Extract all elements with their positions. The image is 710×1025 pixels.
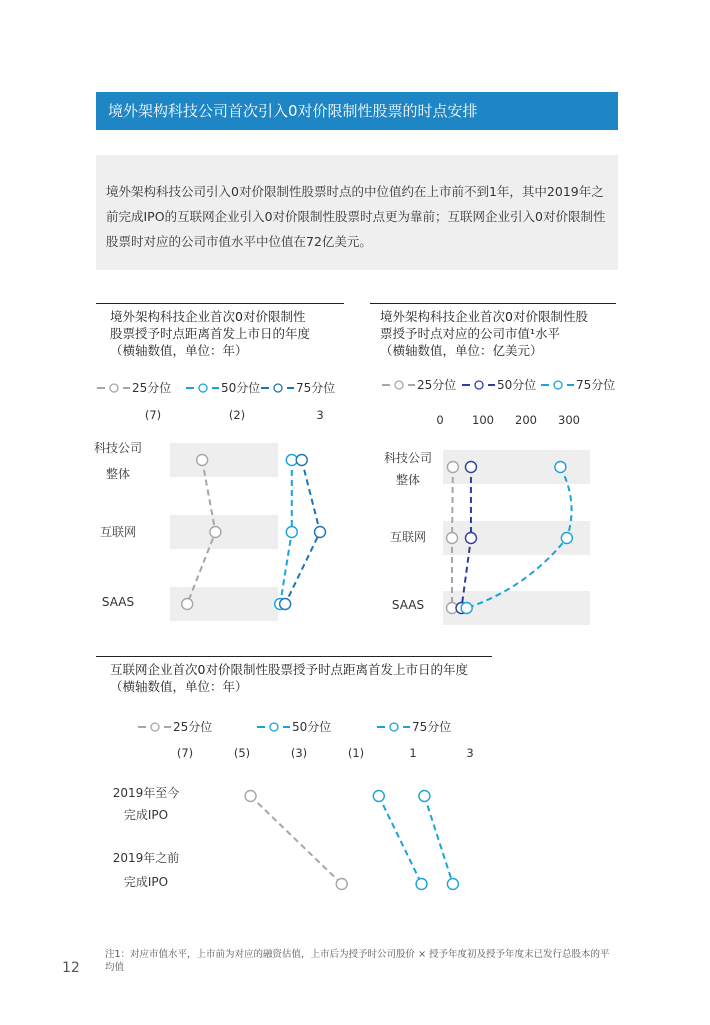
chart2-point-2-2 bbox=[461, 603, 472, 614]
chart3-legend-marker-1 bbox=[270, 723, 278, 731]
chart3-legend-marker-2 bbox=[390, 723, 398, 731]
chart3-tick-label-1: (5) bbox=[233, 746, 251, 760]
chart3-category-label-0-1: 完成IPO bbox=[123, 808, 169, 822]
chart2-title: 境外架构科技企业首次0对价限制性股 票授予时点对应的公司市值¹水平 （横轴数值，单位：亿美元） bbox=[380, 309, 588, 358]
chart1-title: 境外架构科技企业首次0对价限制性 股票授予时点距离首发上市日的年度 （横轴数值，单位：年） bbox=[110, 309, 311, 358]
chart1-legend-label-0: 25分位 bbox=[132, 381, 172, 395]
chart2-tick-label-2: 200 bbox=[515, 413, 537, 427]
chart2-legend-marker-1 bbox=[475, 381, 483, 389]
chart3-series-line-1 bbox=[379, 796, 422, 884]
chart3-point-2-1 bbox=[447, 879, 458, 890]
chart1-category-label-0-1: 整体 bbox=[105, 467, 131, 481]
chart2-tick-label-3: 300 bbox=[558, 413, 580, 427]
chart2-point-0-1 bbox=[447, 533, 458, 544]
chart1-point-0-2 bbox=[182, 599, 193, 610]
chart1-tick-label-1: (2) bbox=[228, 408, 246, 422]
chart1-tick-label-2: 3 bbox=[316, 408, 324, 422]
page-number: 12 bbox=[62, 960, 80, 976]
chart1-row-band-1 bbox=[170, 515, 278, 549]
chart2-legend-marker-2 bbox=[554, 381, 562, 389]
chart1-point-2-2 bbox=[280, 599, 291, 610]
chart2-tick-label-0: 0 bbox=[436, 413, 444, 427]
chart1-point-0-0 bbox=[197, 455, 208, 466]
chart3-category-label-1-0: 2019年之前 bbox=[112, 851, 180, 865]
chart2-point-1-1 bbox=[465, 533, 476, 544]
footnote: 注1：对应市值水平，上市前为对应的融资估值，上市后为授予时公司股价 × 授予年度初及授予年度末已发行总股本的平均值 bbox=[105, 949, 610, 973]
chart3-tick-label-4: 1 bbox=[409, 746, 417, 760]
chart3-tick-label-2: (3) bbox=[290, 746, 308, 760]
chart2-category-label-2-0: SAAS bbox=[391, 598, 425, 612]
chart1-point-2-0 bbox=[296, 455, 307, 466]
chart3-point-0-1 bbox=[336, 879, 347, 890]
chart3-series-line-2 bbox=[424, 796, 453, 884]
chart1-category-label-1-0: 互联网 bbox=[99, 525, 137, 539]
chart1-point-2-1 bbox=[315, 527, 326, 538]
chart2-category-label-0-1: 整体 bbox=[395, 473, 421, 487]
chart1-category-label-0-0: 科技公司 bbox=[93, 441, 143, 455]
section-banner: 境外架构科技公司首次引入0对价限制性股票的时点安排 bbox=[96, 92, 618, 130]
chart3-point-2-0 bbox=[419, 791, 430, 802]
chart2-point-1-0 bbox=[465, 462, 476, 473]
chart2-legend-label-2: 75分位 bbox=[576, 378, 616, 392]
chart1-point-1-1 bbox=[286, 527, 297, 538]
chart2-legend-label-1: 50分位 bbox=[497, 378, 537, 392]
chart2-legend-marker-0 bbox=[395, 381, 403, 389]
summary-box: 境外架构科技公司引入0对价限制性股票时点的中位值约在上市前不到1年，其中2019年之前完成IPO的互联网企业引入0对价限制性股票时点更为靠前；互联网企业引入0对价限制性股票时对应的公司市值水平中位值在72亿美元。 bbox=[96, 155, 618, 270]
chart3-category-label-0-0: 2019年至今 bbox=[112, 786, 180, 800]
chart2-category-label-0-0: 科技公司 bbox=[383, 451, 433, 465]
chart3-title: 互联网企业首次0对价限制性股票授予时点距离首发上市日的年度 （横轴数值，单位：年） bbox=[110, 662, 468, 694]
chart1-legend-marker-0 bbox=[110, 384, 118, 392]
chart1-category-label-2-0: SAAS bbox=[101, 595, 135, 609]
chart3-tick-label-3: (1) bbox=[347, 746, 365, 760]
chart3-point-1-1 bbox=[416, 879, 427, 890]
chart1-legend-marker-2 bbox=[274, 384, 282, 392]
chart3-category-label-1-1: 完成IPO bbox=[123, 875, 169, 889]
chart2-tick-label-1: 100 bbox=[472, 413, 494, 427]
chart3-point-0-0 bbox=[245, 791, 256, 802]
chart2-category-label-1-0: 互联网 bbox=[389, 530, 427, 544]
chart3-series-line-0 bbox=[251, 796, 342, 884]
chart1-row-band-0 bbox=[170, 443, 278, 477]
chart1-tick-label-0: (7) bbox=[144, 408, 162, 422]
chart2-point-2-1 bbox=[561, 533, 572, 544]
chart3-tick-label-0: (7) bbox=[176, 746, 194, 760]
chart3-point-1-0 bbox=[373, 791, 384, 802]
chart1-legend-label-1: 50分位 bbox=[221, 381, 261, 395]
chart1-point-0-1 bbox=[210, 527, 221, 538]
chart2-point-2-0 bbox=[555, 462, 566, 473]
chart3-legend-label-0: 25分位 bbox=[173, 720, 213, 734]
chart2-legend-label-0: 25分位 bbox=[417, 378, 457, 392]
chart2-point-0-0 bbox=[447, 462, 458, 473]
chart3-legend-marker-0 bbox=[151, 723, 159, 731]
chart3-tick-label-5: 3 bbox=[466, 746, 474, 760]
chart3-legend-label-1: 50分位 bbox=[292, 720, 332, 734]
chart1-legend-marker-1 bbox=[199, 384, 207, 392]
chart1-legend-label-2: 75分位 bbox=[296, 381, 336, 395]
chart3-legend-label-2: 75分位 bbox=[412, 720, 452, 734]
